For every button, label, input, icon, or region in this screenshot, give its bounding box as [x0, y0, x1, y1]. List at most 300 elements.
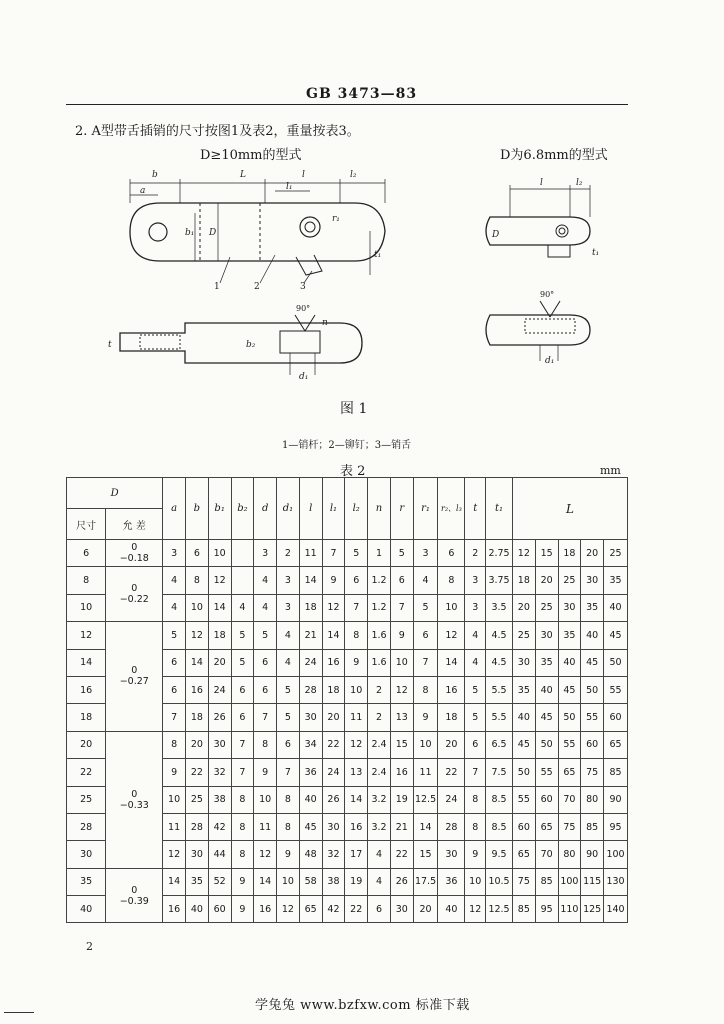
value-cell: 17 [345, 841, 368, 868]
value-cell: 40 [185, 896, 208, 923]
header-d1: d₁ [277, 478, 300, 540]
value-cell: 12 [185, 622, 208, 649]
value-cell: 6 [185, 540, 208, 567]
size-cell: 12 [67, 622, 106, 649]
dimension-table [66, 477, 628, 923]
value-cell: 9 [413, 704, 438, 731]
value-cell: 5 [390, 540, 413, 567]
value-cell: 5.5 [486, 676, 513, 703]
header-l: l [299, 478, 322, 540]
value-cell: 2.4 [368, 759, 391, 786]
value-cell: 24 [438, 786, 465, 813]
value-cell: 20 [535, 567, 558, 594]
value-cell: 15 [390, 731, 413, 758]
size-cell: 16 [67, 676, 106, 703]
value-cell: 7 [345, 594, 368, 621]
tolerance-cell [106, 868, 163, 923]
value-cell: 15 [535, 540, 558, 567]
value-cell: 110 [558, 896, 581, 923]
value-cell: 44 [208, 841, 231, 868]
value-cell: 3.2 [368, 813, 391, 840]
size-cell: 14 [67, 649, 106, 676]
header-b: b [185, 478, 208, 540]
value-cell: 95 [604, 813, 628, 840]
value-cell: 10 [185, 594, 208, 621]
value-cell: 4 [368, 868, 391, 895]
table-row [67, 731, 628, 758]
value-cell: 14 [163, 868, 186, 895]
value-cell: 18 [208, 622, 231, 649]
value-cell: 4 [163, 567, 186, 594]
value-cell: 20 [413, 896, 438, 923]
value-cell: 7 [231, 759, 254, 786]
value-cell: 9 [231, 896, 254, 923]
header-rule [66, 104, 628, 105]
value-cell: 10 [208, 540, 231, 567]
value-cell: 15 [413, 841, 438, 868]
value-cell [231, 540, 254, 567]
figure-title: 图 1 [340, 401, 368, 417]
value-cell: 5 [465, 676, 486, 703]
value-cell: 12 [322, 594, 345, 621]
value-cell: 32 [208, 759, 231, 786]
value-cell: 20 [438, 731, 465, 758]
value-cell: 2 [368, 704, 391, 731]
label-l1: l₁ [286, 182, 293, 192]
value-cell: 7 [163, 704, 186, 731]
label-n: n [322, 318, 328, 328]
value-cell: 22 [185, 759, 208, 786]
value-cell: 18 [558, 540, 581, 567]
value-cell: 130 [604, 868, 628, 895]
value-cell: 12 [208, 567, 231, 594]
value-cell: 20 [322, 704, 345, 731]
value-cell: 50 [558, 704, 581, 731]
pin-side-view-small [486, 301, 590, 361]
label-D-small: D [492, 230, 500, 240]
value-cell: 75 [512, 868, 535, 895]
tolerance-lower: −0.18 [119, 553, 149, 565]
value-cell: 85 [512, 896, 535, 923]
size-cell: 20 [67, 731, 106, 758]
tolerance-lower: −0.27 [119, 676, 149, 688]
value-cell: 140 [604, 896, 628, 923]
value-cell: 1.6 [368, 649, 391, 676]
size-cell: 18 [67, 704, 106, 731]
value-cell: 6 [163, 649, 186, 676]
value-cell: 9 [390, 622, 413, 649]
value-cell: 4 [277, 622, 300, 649]
value-cell: 8 [438, 567, 465, 594]
value-cell: 35 [581, 594, 604, 621]
value-cell: 45 [558, 676, 581, 703]
value-cell: 30 [558, 594, 581, 621]
value-cell: 3 [254, 540, 277, 567]
value-cell: 30 [322, 813, 345, 840]
value-cell: 3 [465, 594, 486, 621]
label-L: L [240, 170, 246, 180]
value-cell: 14 [254, 868, 277, 895]
label-part-3: 3 [300, 282, 306, 292]
value-cell: 6 [345, 567, 368, 594]
value-cell: 9 [254, 759, 277, 786]
label-l2: l₂ [350, 170, 357, 180]
value-cell: 9 [277, 841, 300, 868]
value-cell: 90 [581, 841, 604, 868]
value-cell: 30 [185, 841, 208, 868]
value-cell: 65 [558, 759, 581, 786]
value-cell: 7 [322, 540, 345, 567]
value-cell: 75 [581, 759, 604, 786]
value-cell: 40 [535, 676, 558, 703]
tolerance-lower: −0.33 [119, 799, 149, 811]
header-tolerance: 允 差 [106, 509, 163, 540]
value-cell: 1.6 [368, 622, 391, 649]
value-cell: 24 [208, 676, 231, 703]
header-t1: t₁ [486, 478, 513, 540]
value-cell: 60 [535, 786, 558, 813]
value-cell: 6 [254, 676, 277, 703]
label-t: t [108, 340, 112, 350]
value-cell: 7.5 [486, 759, 513, 786]
value-cell: 8 [345, 622, 368, 649]
value-cell: 11 [413, 759, 438, 786]
value-cell: 40 [604, 594, 628, 621]
value-cell: 10.5 [486, 868, 513, 895]
value-cell: 5 [277, 704, 300, 731]
value-cell: 65 [535, 813, 558, 840]
value-cell: 16 [185, 676, 208, 703]
value-cell: 5 [231, 622, 254, 649]
value-cell: 55 [512, 786, 535, 813]
value-cell: 90 [604, 786, 628, 813]
value-cell: 85 [581, 813, 604, 840]
size-cell: 40 [67, 896, 106, 923]
value-cell: 14 [438, 649, 465, 676]
pin-top-view-small [486, 185, 590, 257]
size-cell: 28 [67, 813, 106, 840]
label-d1-small: d₁ [545, 356, 555, 366]
value-cell: 4.5 [486, 622, 513, 649]
value-cell: 34 [299, 731, 322, 758]
value-cell: 40 [581, 622, 604, 649]
value-cell: 16 [322, 649, 345, 676]
value-cell: 3.5 [486, 594, 513, 621]
value-cell: 8 [231, 841, 254, 868]
value-cell: 6 [231, 676, 254, 703]
figure-caption-left: D≥10mm的型式 [200, 148, 302, 163]
value-cell: 6 [465, 731, 486, 758]
value-cell: 21 [299, 622, 322, 649]
value-cell: 30 [208, 731, 231, 758]
value-cell: 1 [368, 540, 391, 567]
size-cell: 6 [67, 540, 106, 567]
value-cell: 3.2 [368, 786, 391, 813]
value-cell: 30 [390, 896, 413, 923]
value-cell: 9 [163, 759, 186, 786]
value-cell: 45 [604, 622, 628, 649]
label-l-small: l [540, 178, 543, 188]
value-cell: 7 [231, 731, 254, 758]
value-cell: 25 [558, 567, 581, 594]
header-n: n [368, 478, 391, 540]
value-cell: 21 [390, 813, 413, 840]
value-cell: 9 [465, 841, 486, 868]
value-cell: 36 [438, 868, 465, 895]
size-cell: 8 [67, 567, 106, 594]
value-cell: 48 [299, 841, 322, 868]
value-cell: 24 [322, 759, 345, 786]
value-cell: 28 [438, 813, 465, 840]
label-r1: r₁ [332, 214, 340, 224]
value-cell: 8 [413, 676, 438, 703]
value-cell: 25 [535, 594, 558, 621]
value-cell: 70 [535, 841, 558, 868]
table-row [67, 868, 628, 895]
value-cell: 6 [231, 704, 254, 731]
value-cell: 5 [465, 704, 486, 731]
value-cell: 16 [390, 759, 413, 786]
value-cell: 20 [581, 540, 604, 567]
value-cell: 40 [299, 786, 322, 813]
label-angle-small: 90° [540, 290, 555, 299]
value-cell: 10 [277, 868, 300, 895]
value-cell: 65 [604, 731, 628, 758]
value-cell: 5 [163, 622, 186, 649]
value-cell: 35 [512, 676, 535, 703]
value-cell: 4 [254, 594, 277, 621]
label-t1: t₁ [374, 250, 382, 260]
value-cell: 4 [163, 594, 186, 621]
value-cell: 12 [277, 896, 300, 923]
value-cell: 7 [465, 759, 486, 786]
value-cell: 7 [277, 759, 300, 786]
value-cell: 7 [254, 704, 277, 731]
value-cell: 16 [438, 676, 465, 703]
value-cell: 12 [163, 841, 186, 868]
value-cell [231, 567, 254, 594]
value-cell: 26 [390, 868, 413, 895]
value-cell: 45 [299, 813, 322, 840]
value-cell: 2.75 [486, 540, 513, 567]
value-cell: 8 [254, 731, 277, 758]
value-cell: 18 [299, 594, 322, 621]
table-row [67, 567, 628, 594]
value-cell: 50 [604, 649, 628, 676]
header-t: t [465, 478, 486, 540]
value-cell: 8 [465, 786, 486, 813]
intro-text: 2. A型带舌插销的尺寸按图1及表2，重量按表3。 [75, 124, 360, 139]
label-a: a [140, 186, 146, 196]
value-cell: 18 [322, 676, 345, 703]
label-part-1: 1 [214, 282, 220, 292]
value-cell: 11 [163, 813, 186, 840]
value-cell: 10 [163, 786, 186, 813]
value-cell: 14 [208, 594, 231, 621]
value-cell: 45 [535, 704, 558, 731]
value-cell: 55 [535, 759, 558, 786]
tolerance-lower: −0.39 [119, 895, 149, 907]
value-cell: 35 [604, 567, 628, 594]
value-cell: 11 [254, 813, 277, 840]
label-D: D [209, 228, 217, 238]
value-cell: 30 [535, 622, 558, 649]
label-part-2: 2 [254, 282, 260, 292]
value-cell: 5 [231, 649, 254, 676]
value-cell: 25 [604, 540, 628, 567]
value-cell: 80 [558, 841, 581, 868]
value-cell: 80 [581, 786, 604, 813]
value-cell: 22 [322, 731, 345, 758]
value-cell: 4 [368, 841, 391, 868]
value-cell: 52 [208, 868, 231, 895]
page-number: 2 [86, 940, 93, 953]
value-cell: 3 [465, 567, 486, 594]
value-cell: 38 [208, 786, 231, 813]
value-cell: 8 [231, 813, 254, 840]
value-cell: 55 [581, 704, 604, 731]
tolerance-lower: −0.22 [119, 594, 149, 606]
value-cell: 8 [465, 813, 486, 840]
value-cell: 2.4 [368, 731, 391, 758]
value-cell: 42 [322, 896, 345, 923]
value-cell: 10 [254, 786, 277, 813]
figure-legend: 1—销杆；2—铆钉；3—销舌 [282, 440, 412, 451]
value-cell: 9.5 [486, 841, 513, 868]
value-cell: 8 [163, 731, 186, 758]
value-cell: 36 [299, 759, 322, 786]
value-cell: 85 [535, 868, 558, 895]
value-cell: 4.5 [486, 649, 513, 676]
value-cell: 40 [438, 896, 465, 923]
value-cell: 100 [558, 868, 581, 895]
value-cell: 13 [390, 704, 413, 731]
value-cell: 18 [438, 704, 465, 731]
header-d: d [254, 478, 277, 540]
pin-top-view [130, 179, 385, 283]
value-cell: 5 [254, 622, 277, 649]
value-cell: 8 [277, 786, 300, 813]
table-row [67, 540, 628, 567]
value-cell: 65 [512, 841, 535, 868]
technical-drawing [100, 165, 630, 385]
value-cell: 4 [277, 649, 300, 676]
value-cell: 16 [163, 896, 186, 923]
header-r2-l3: r₂、l₃ [438, 478, 465, 540]
value-cell: 28 [185, 813, 208, 840]
value-cell: 28 [299, 676, 322, 703]
value-cell: 50 [581, 676, 604, 703]
tolerance-upper: 0 [131, 542, 138, 554]
label-b2: b₂ [246, 340, 256, 350]
tolerance-cell [106, 731, 163, 868]
value-cell: 12 [438, 622, 465, 649]
value-cell: 8 [277, 813, 300, 840]
header-size: 尺寸 [67, 509, 106, 540]
value-cell: 30 [438, 841, 465, 868]
margin-mark [4, 1012, 34, 1013]
value-cell: 6 [163, 676, 186, 703]
value-cell: 6 [413, 622, 438, 649]
header-r1: r₁ [413, 478, 438, 540]
value-cell: 55 [604, 676, 628, 703]
value-cell: 12.5 [413, 786, 438, 813]
value-cell: 20 [185, 731, 208, 758]
value-cell: 8 [231, 786, 254, 813]
tolerance-upper: 0 [131, 665, 138, 677]
value-cell: 60 [604, 704, 628, 731]
value-cell: 75 [558, 813, 581, 840]
label-b1: b₁ [185, 228, 195, 238]
tolerance-upper: 0 [131, 788, 138, 800]
value-cell: 12 [254, 841, 277, 868]
header-r: r [390, 478, 413, 540]
value-cell: 14 [413, 813, 438, 840]
value-cell: 8.5 [486, 813, 513, 840]
value-cell: 32 [322, 841, 345, 868]
value-cell: 25 [512, 622, 535, 649]
value-cell: 10 [390, 649, 413, 676]
size-cell: 35 [67, 868, 106, 895]
header-b1: b₁ [208, 478, 231, 540]
value-cell: 26 [322, 786, 345, 813]
value-cell: 4 [465, 649, 486, 676]
value-cell: 35 [535, 649, 558, 676]
value-cell: 55 [558, 731, 581, 758]
value-cell: 6.5 [486, 731, 513, 758]
label-l: l [302, 170, 305, 180]
value-cell: 2 [465, 540, 486, 567]
value-cell: 85 [604, 759, 628, 786]
value-cell: 125 [581, 896, 604, 923]
value-cell: 12 [512, 540, 535, 567]
value-cell: 16 [345, 813, 368, 840]
value-cell: 22 [345, 896, 368, 923]
value-cell: 5 [413, 594, 438, 621]
value-cell: 12.5 [486, 896, 513, 923]
label-angle: 90° [296, 304, 311, 313]
size-cell: 10 [67, 594, 106, 621]
header-l1: l₁ [322, 478, 345, 540]
value-cell: 19 [390, 786, 413, 813]
table-unit: mm [600, 464, 621, 477]
value-cell: 1.2 [368, 567, 391, 594]
tolerance-cell [106, 540, 163, 567]
value-cell: 5.5 [486, 704, 513, 731]
value-cell: 25 [185, 786, 208, 813]
value-cell: 14 [185, 649, 208, 676]
value-cell: 42 [208, 813, 231, 840]
value-cell: 40 [512, 704, 535, 731]
size-cell: 22 [67, 759, 106, 786]
value-cell: 45 [512, 731, 535, 758]
value-cell: 4 [465, 622, 486, 649]
value-cell: 18 [512, 567, 535, 594]
label-t1-small: t₁ [592, 248, 600, 258]
value-cell: 30 [581, 567, 604, 594]
value-cell: 19 [345, 868, 368, 895]
value-cell: 65 [299, 896, 322, 923]
value-cell: 58 [299, 868, 322, 895]
value-cell: 22 [438, 759, 465, 786]
value-cell: 10 [345, 676, 368, 703]
tolerance-upper: 0 [131, 583, 138, 595]
value-cell: 30 [299, 704, 322, 731]
value-cell: 3 [413, 540, 438, 567]
value-cell: 35 [185, 868, 208, 895]
value-cell: 10 [465, 868, 486, 895]
value-cell: 9 [345, 649, 368, 676]
